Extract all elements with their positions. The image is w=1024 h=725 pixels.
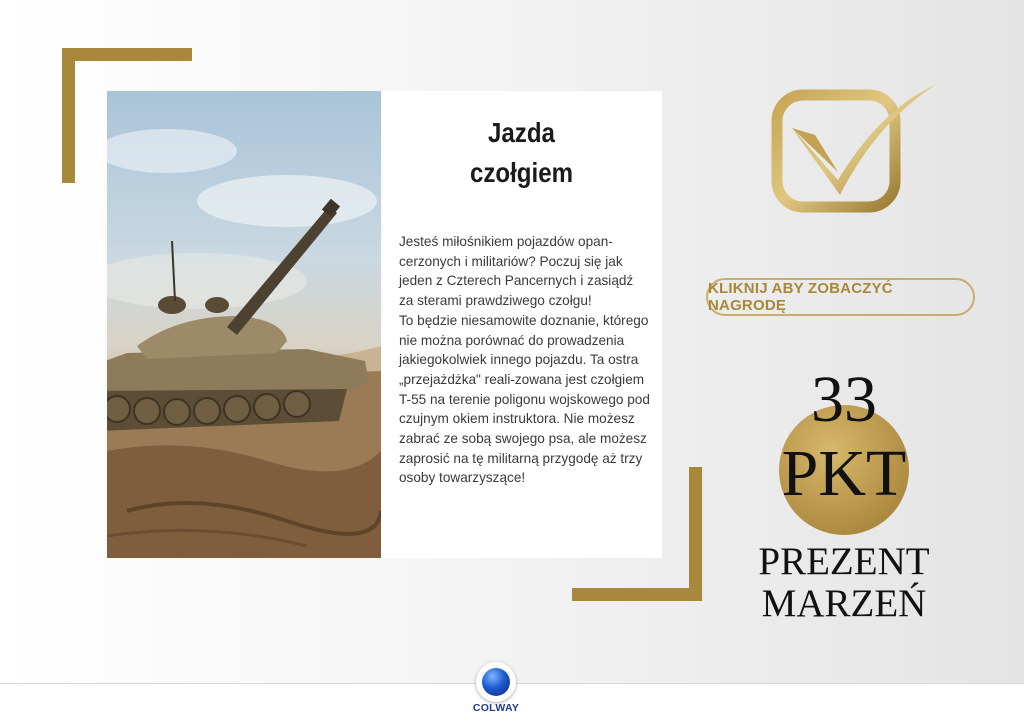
show-reward-button-label: KLIKNIJ ABY ZOBACZYĆ NAGRODĘ [708, 280, 893, 314]
prize-title-line1: Jazda [488, 117, 555, 148]
prize-title [401, 113, 643, 193]
gift-caption-line2: MARZEŃ [761, 582, 927, 625]
prize-title-line2: czołgiem [469, 157, 574, 188]
prize-description-card [381, 91, 662, 558]
corner-bracket-top-left-vertical [62, 48, 75, 183]
show-reward-button[interactable] [706, 278, 975, 316]
tank-photo [107, 91, 381, 558]
corner-bracket-top-left [62, 48, 192, 61]
gift-caption-line1: PREZENT [758, 540, 930, 583]
points-value: 33 [811, 363, 877, 436]
colway-logo-icon [476, 662, 516, 702]
corner-bracket-bottom-right-vertical [689, 467, 702, 601]
logo-globe [482, 668, 510, 696]
checkbox-checked-icon [770, 80, 940, 215]
brand-logo-text: COLWAY [472, 702, 520, 714]
prize-description [399, 232, 651, 488]
prize-description-paragraph-1: Jesteś miłośnikiem pojazdów opan-cerzonych i militariów? Poczuj się jak jeden z Czterech Pancernych i zasiądź za sterami prawdziwego czołgu! [399, 234, 634, 309]
gift-caption [740, 541, 948, 625]
corner-bracket-bottom-right [572, 588, 702, 601]
points-unit: PKT [781, 437, 907, 510]
prize-description-paragraph-2: To będzie niesamowite doznanie, którego nie można porównać do prowadzenia jakiegokolwiek innego pojazdu. Ta ostra „przejażdżka" reali-zowana jest czołgiem T-55 na terenie poligonu wojskowego pod czujnym okiem instruktora. Nie możesz zabrać ze sobą swojego psa, ale możesz zaprosić na tę militarną przygodę aż trzy osoby towarzyszące! [399, 312, 650, 486]
